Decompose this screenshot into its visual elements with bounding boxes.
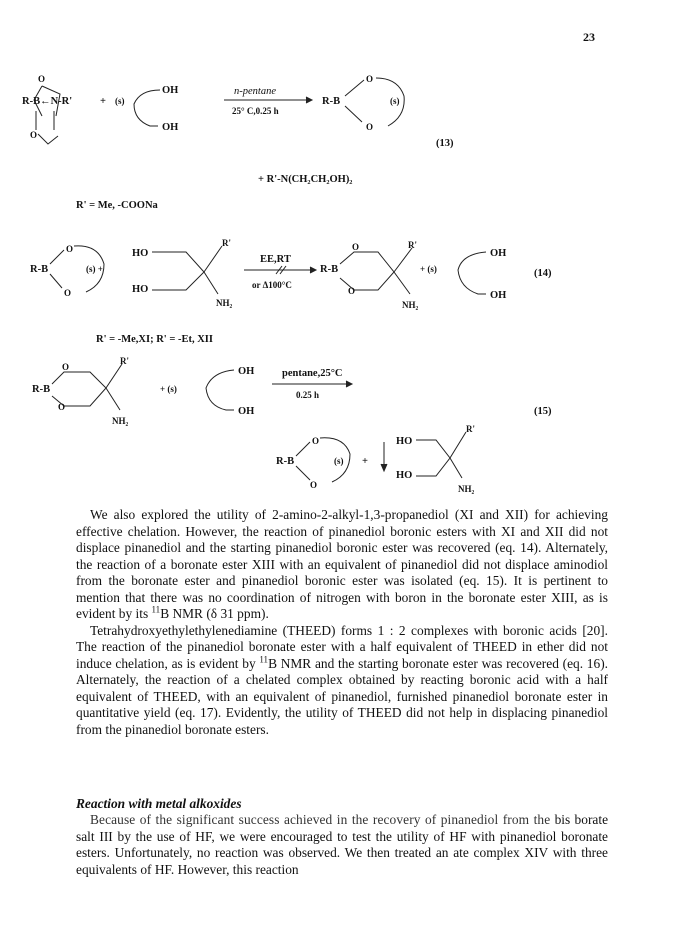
svg-text:NH₂: NH₂ [216, 298, 233, 308]
reaction-arrow-13 [224, 86, 312, 116]
svg-text:+ (s): + (s) [160, 384, 177, 394]
svg-text:O: O [38, 74, 46, 84]
paragraph-hf: Because of the significant success achieved in the recovery of pinanediol from the bis borate salt III by the use of HF, we were encouraged to test the utility of HF with pinanediol boronate esters. Unfortunately, no reaction was observed. We then treated an ate complex XIV with three equivalents of HF. However, this reaction [76, 812, 609, 877]
reaction-scheme-13 [0, 60, 680, 220]
svg-text:R': R' [120, 356, 129, 366]
svg-text:25° C,0.25 h: 25° C,0.25 h [232, 106, 279, 116]
svg-text:+: + [100, 96, 106, 107]
svg-text:O: O [30, 130, 38, 140]
equation-number-15: (15) [534, 406, 552, 417]
svg-text:OH: OH [238, 366, 255, 377]
page-number: 23 [583, 30, 595, 44]
pinanediol-structure [115, 85, 178, 133]
svg-text:OH: OH [238, 406, 255, 417]
svg-text:+ (s): + (s) [420, 264, 437, 274]
svg-text:R': R' [222, 238, 231, 248]
boronic-ester-reactant-14 [30, 244, 104, 298]
svg-text:NH₂: NH₂ [112, 416, 129, 426]
pinanediol-reactant-15 [160, 366, 254, 417]
svg-text:(s) +: (s) + [86, 264, 103, 274]
svg-text:OH: OH [162, 85, 179, 96]
svg-text:R-B: R-B [322, 96, 341, 107]
aminodiol-boronate-reactant-15 [32, 356, 129, 426]
svg-text:O: O [348, 286, 356, 296]
svg-text:R-B: R-B [276, 456, 295, 467]
reaction-scheme-15 [0, 348, 680, 498]
svg-text:n-pentane: n-pentane [234, 86, 276, 97]
reaction-arrow-14 [244, 254, 316, 290]
svg-text:HO: HO [396, 436, 413, 447]
boratrane-structure [22, 74, 72, 144]
svg-text:R-B: R-B [320, 264, 339, 275]
svg-text:O: O [352, 242, 360, 252]
svg-text:O: O [312, 436, 320, 446]
svg-text:HO: HO [396, 470, 413, 481]
svg-text:O: O [310, 480, 318, 490]
svg-text:NH₂: NH₂ [402, 300, 419, 310]
svg-text:O: O [64, 288, 72, 298]
paragraph-theed: Tetrahydroxyethylethylenediamine (THEED) forms 1 : 2 complexes with boronic acids [20]. The reaction of the pinanediol boronate ester with a half equivalent of THEED in ether did not induce chelation, as is evident by $^{11}$B NMR and the starting boronate ester was recovered (eq. 16). Alternately, the reaction of a chelated complex obtained by reacting boronic acid with a half equivalent of THEED, with an equivalent of pinanediol, furnished pinanediol boronate ester in quantitative yield (eq. 17). Evidently, the utility of THEED did not help in displacing pinanediol from the pinanediol boronate esters. [76, 622, 608, 737]
svg-text:EE,RT: EE,RT [260, 254, 291, 265]
svg-text:(s): (s) [390, 96, 400, 106]
svg-text:O: O [366, 74, 374, 84]
pinanediol-product-14 [420, 248, 506, 301]
svg-text:HO: HO [132, 284, 149, 295]
r-definition-14: R' = -Me,XI; R' = -Et, XII [96, 334, 213, 345]
boronic-ester-product-15 [276, 436, 368, 490]
svg-text:R-B: R-B [32, 384, 51, 395]
section-heading-metal-alkoxides: Reaction with metal alkoxides [76, 796, 242, 811]
svg-text:(s): (s) [115, 96, 125, 106]
svg-text:NH₂: NH₂ [458, 484, 475, 494]
reaction-scheme-14 [0, 226, 680, 346]
svg-text:HO: HO [132, 248, 149, 259]
svg-text:OH: OH [162, 122, 179, 133]
svg-text:pentane,25°C: pentane,25°C [282, 368, 343, 379]
boronic-ester-product-13 [322, 74, 404, 132]
reaction-arrow-15 [272, 368, 352, 400]
svg-text:O: O [366, 122, 374, 132]
equation-number-13: (13) [436, 138, 454, 149]
svg-text:R-B: R-B [30, 264, 49, 275]
svg-text:0.25 h: 0.25 h [296, 390, 320, 400]
svg-text:O: O [62, 362, 70, 372]
aminodiol-reactant-14 [132, 238, 233, 308]
paragraph-aminodiol: We also explored the utility of 2-amino-2-alkyl-1,3-propanediol (XI and XII) for achieving effective chelation. However, the reaction of pinanediol boronic esters with XI and XII did not displace pinanediol and the starting pinanediol boronic ester was recovered (eq. 14). Alternately, the reaction of a boronate ester XIII with an equivalent of pinanediol did not displace aminodiol from the boronate ester and pinanediol boronic ester was isolated (eq. 15). It is pertinent to mention that there was no coordination of nitrogen with boron in the boronate ester XIII, as is evident by its $^{11}$B NMR (δ 31 ppm). [76, 507, 608, 621]
svg-text:(s): (s) [334, 456, 344, 466]
svg-text:OH: OH [490, 248, 507, 259]
svg-text:R': R' [466, 424, 475, 434]
r-definition-13: R' = Me, -COONa [76, 200, 158, 211]
svg-text:or Δ100°C: or Δ100°C [252, 280, 292, 290]
body-text [76, 507, 608, 738]
amine-byproduct: + R'-N(CH₂CH₂OH)₂ [258, 174, 353, 185]
svg-text:+: + [362, 456, 368, 467]
svg-text:OH: OH [490, 290, 507, 301]
aminodiol-boronate-product-14 [320, 240, 419, 310]
svg-text:R-B←N-R': R-B←N-R' [22, 96, 73, 107]
aminodiol-product-15 [381, 424, 475, 494]
svg-text:R': R' [408, 240, 417, 250]
equation-number-14: (14) [534, 268, 552, 279]
svg-text:O: O [66, 244, 74, 254]
svg-text:O: O [58, 402, 66, 412]
